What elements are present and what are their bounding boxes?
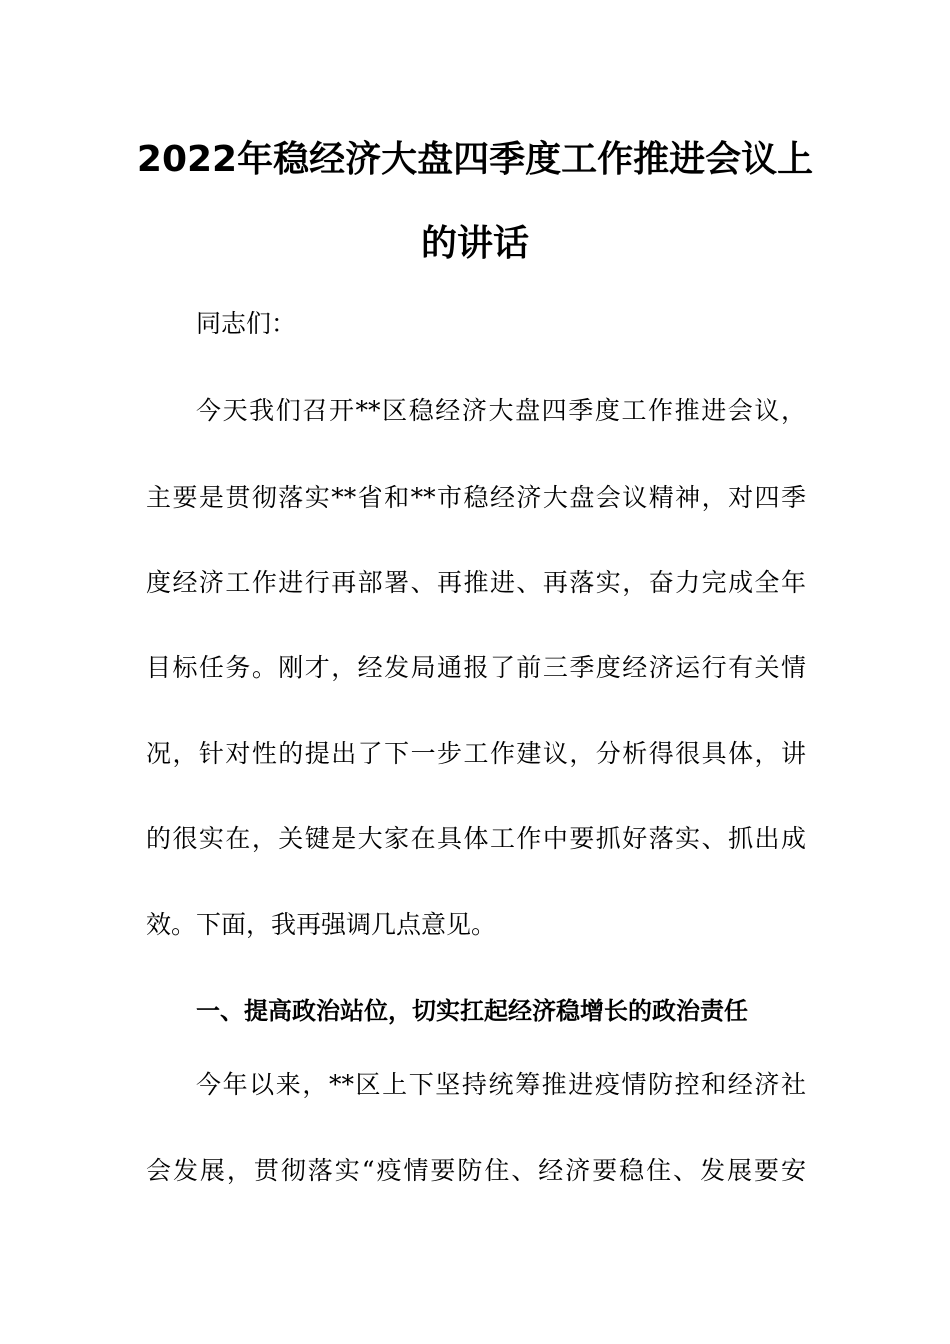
section-1-heading: 一、提高政治站位，切实扛起经济稳增长的政治责任 [196,997,748,1025]
paragraph-1-line-7: 效。下面，我再强调几点意见。 [146,910,497,939]
paragraph-2-line-1: 今年以来，**区上下坚持统筹推进疫情防控和经济社 [196,1070,806,1099]
paragraph-1-line-3: 度经济工作进行再部署、再推进、再落实，奋力完成全年 [146,568,806,597]
paragraph-1-line-2: 主要是贯彻落实**省和**市稳经济大盘会议精神，对四季 [146,483,806,512]
salutation: 同志们： [196,309,297,338]
document-title-line-1: 2022年稳经济大盘四季度工作推进会议上 [136,139,814,180]
paragraph-1-line-5: 况，针对性的提出了下一步工作建议，分析得很具体，讲 [146,739,806,768]
paragraph-1-line-6: 的很实在，关键是大家在具体工作中要抓好落实、抓出成 [146,824,806,853]
document-title-line-2: 的讲话 [420,223,529,264]
paragraph-2-line-2: 会发展，贯彻落实“疫情要防住、经济要稳住、发展要安 [146,1156,806,1185]
paragraph-1-line-4: 目标任务。刚才，经发局通报了前三季度经济运行有关情 [146,653,806,682]
paragraph-1-line-1: 今天我们召开**区稳经济大盘四季度工作推进会议， [196,396,806,425]
